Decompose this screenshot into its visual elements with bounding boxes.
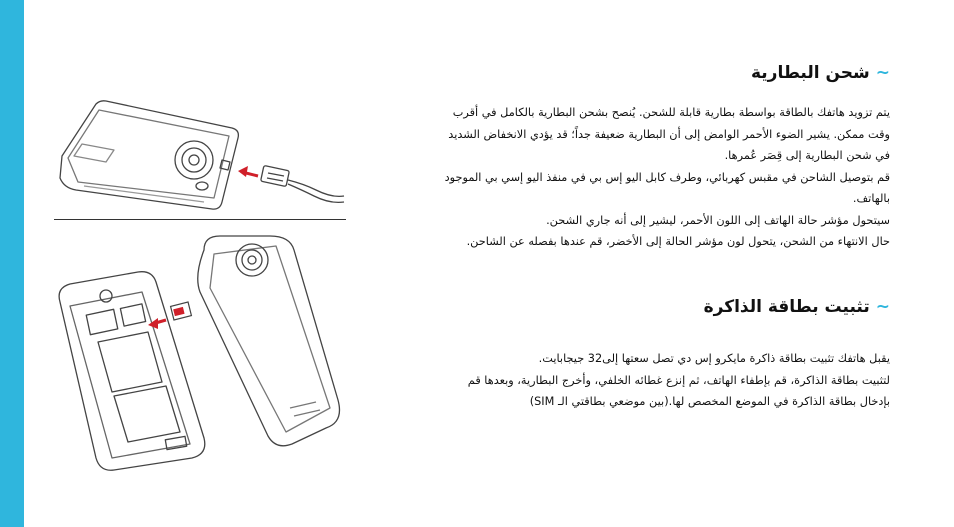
title-text: شحن البطارية [750,63,870,83]
title-tilde: ~ [875,63,890,83]
section-body [410,348,890,413]
memory-card-illustration [54,232,346,472]
body-line: يتم تزويد هاتفك بالطاقة بواسطة بطارية قابلة للشحن. يُنصح بشحن البطارية بالكامل في أقرب [452,106,890,119]
body-line: لتثبيت بطاقة الذاكرة، قم بإطفاء الهاتف، ثم إنزع غطائه الخلفي، وأخرج البطارية، وبعدها قم [467,373,890,387]
section-title-battery-charging [410,62,890,84]
body-line: بالهاتف. [852,192,890,205]
section-memory-card [410,296,890,413]
charging-illustration [54,98,346,216]
body-line: حال الانتهاء من الشحن، يتحول لون مؤشر الحالة إلى الأخضر، قم عندها بفصله عن الشاحن. [466,235,890,248]
accent-side-bar [0,0,24,527]
body-line: وقت ممكن. يشير الضوء الأحمر الوامض إلى أن البطارية ضعيفة جداً؛ قد يؤدي الانخفاض الشديد [448,127,890,141]
body-line: في شحن البطارية إلى قِصَر عُمرها. [724,149,890,162]
body-line: سيتحول مؤشر حالة الهاتف إلى اللون الأحمر، ليشير إلى أنه جاري الشحن. [546,213,890,227]
title-text: تثبيت بطاقة الذاكرة [703,297,870,317]
title-tilde: ~ [875,297,890,317]
section-battery-charging [410,62,890,253]
body-line: يقبل هاتفك تثبيت بطاقة ذاكرة مايكرو إس دي تصل سعتها إلى32 جيجابايت. [538,352,890,365]
section-title-memory-card [410,296,890,318]
section-body [410,102,890,253]
body-line: قم بتوصيل الشاحن في مقبس كهربائي، وطرف كابل اليو إس بي في منفذ اليو إسي بي الموجود [444,170,890,184]
body-line: بإدخال بطاقة الذاكرة في الموضع المخصص لها.(بين موضعي بطاقتي الـ SIM) [529,395,890,408]
illustration-divider [54,219,346,220]
